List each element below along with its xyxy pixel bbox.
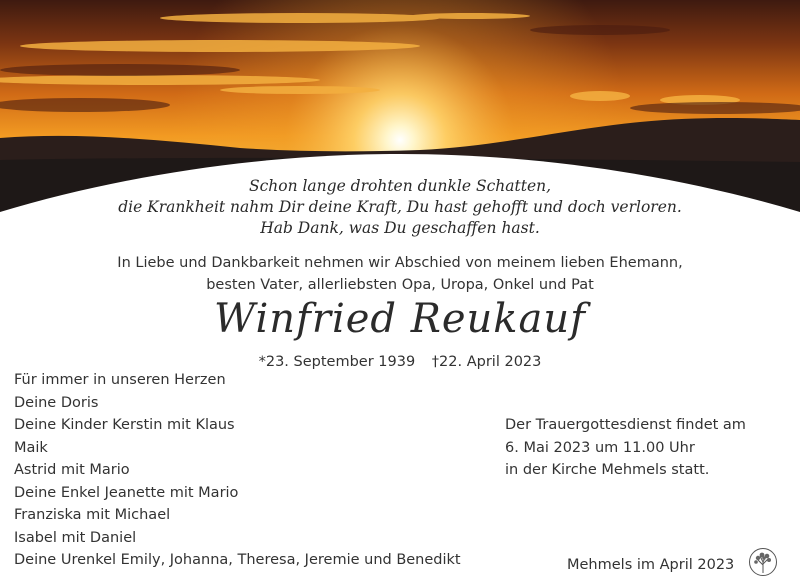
birth-date: *23. September 1939 (258, 354, 416, 370)
mourner-line: Deine Kinder Kerstin mit Klaus (14, 417, 235, 433)
mourner-line: Deine Doris (14, 394, 99, 411)
poem-line: Hab Dank, was Du geschaffen hast. (260, 219, 540, 237)
poem-line: Schon lange drohten dunkle Schatten, (248, 177, 552, 195)
death-date: †22. April 2023 (431, 354, 542, 370)
tree-logo-icon (748, 547, 778, 577)
memorial-poem (0, 176, 800, 239)
mourners-list (14, 369, 461, 572)
mourner-line: Astrid mit Mario (14, 462, 130, 478)
mourner-line: Für immer in unseren Herzen (14, 372, 226, 388)
service-line: Der Trauergottesdienst findet am (505, 417, 746, 433)
service-line: 6. Mai 2023 um 11.00 Uhr (505, 439, 695, 456)
mourner-line: Deine Enkel Jeanette mit Mario (14, 484, 239, 501)
intro-line: besten Vater, allerliebsten Opa, Uropa, Onkel und Pat (206, 277, 594, 293)
farewell-intro (0, 252, 800, 296)
funeral-service-info (505, 414, 746, 482)
mourner-line: Deine Urenkel Emily, Johanna, Theresa, Jeremie und Benedikt (14, 552, 461, 568)
life-dates (0, 354, 800, 370)
mourner-line: Isabel mit Daniel (14, 529, 137, 546)
intro-line: In Liebe und Dankbarkeit nehmen wir Abschied von meinem lieben Ehemann, (117, 255, 683, 271)
mourner-line: Maik (14, 439, 48, 456)
place-and-date: Mehmels im April 2023 (567, 557, 735, 573)
service-line: in der Kirche Mehmels statt. (505, 462, 710, 478)
mourner-line: Franziska mit Michael (14, 507, 171, 523)
deceased-name: Winfried Reukauf (214, 296, 586, 342)
poem-line: die Krankheit nahm Dir deine Kraft, Du hast gehofft und doch verloren. (118, 198, 682, 216)
